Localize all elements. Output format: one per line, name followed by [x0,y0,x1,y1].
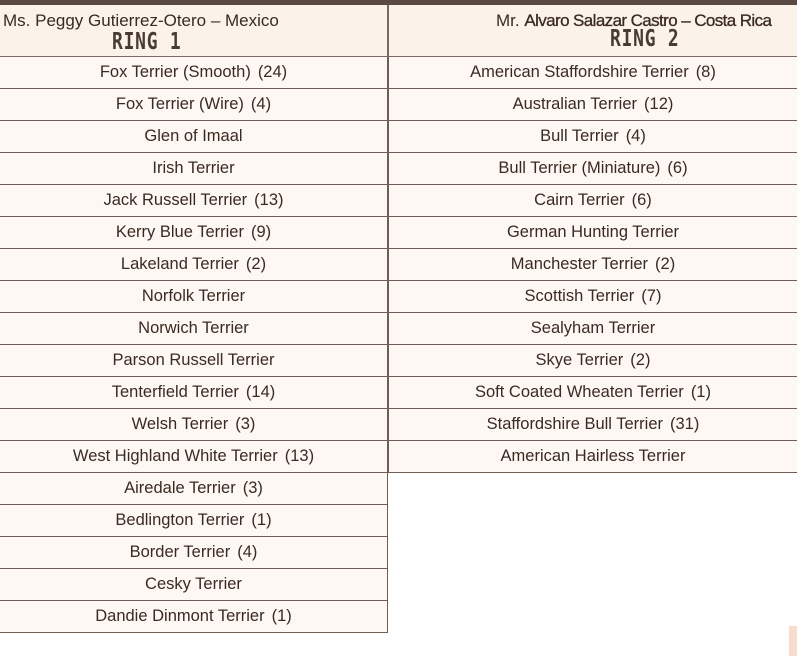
entry-count: (3) [242,479,263,497]
breed-row [0,537,388,569]
breed-name: Jack Russell Terrier [103,191,248,209]
breed-row [0,313,388,345]
entry-count: (24) [257,63,288,81]
entry-count: (3) [235,415,256,433]
ring-2-judge-prefix: Mr. [496,11,520,30]
breed-row [0,473,388,505]
breed-name: Bedlington Terrier [115,511,245,529]
breed-row [388,313,797,345]
entry-count: (2) [630,351,651,369]
breed-name: Tenterfield Terrier [111,383,239,401]
breed-name: Cairn Terrier [534,191,625,209]
breed-row [388,409,797,441]
entry-count: (1) [690,383,711,401]
entry-count: (4) [625,127,646,145]
breed-row [388,441,797,473]
breed-row [388,153,797,185]
breed-row [0,217,388,249]
breed-name: Australian Terrier [512,95,638,113]
breed-row [388,121,797,153]
entry-count: (31) [670,415,700,433]
breed-name: Fox Terrier (Wire) [115,95,244,113]
breed-name: Sealyham Terrier [530,319,656,337]
breed-name: Norfolk Terrier [141,287,246,305]
breed-row [0,185,388,217]
entry-count: (13) [254,191,284,209]
breed-name: Airedale Terrier [124,479,236,497]
entry-count: (9) [250,223,272,241]
breed-name: Scottish Terrier [524,287,635,305]
entry-count: (1) [251,511,272,529]
breed-row [388,249,797,281]
breed-name: Kerry Blue Terrier [115,223,244,241]
entry-count: (6) [631,191,652,209]
breed-row [388,185,797,217]
side-tab [789,626,797,656]
ring-2-header [388,5,797,57]
ring-2-column [388,5,797,473]
breed-row [0,281,388,313]
breed-row [0,249,388,281]
ring-1-header [0,5,388,57]
ring-1-title: RING 1 [112,29,182,55]
entry-count: (14) [245,383,276,401]
breed-row [388,345,797,377]
breed-name: American Staffordshire Terrier [470,63,689,81]
breed-name: Irish Terrier [152,159,235,177]
breed-row [388,89,797,121]
breed-name: Lakeland Terrier [120,255,239,273]
breed-name: Soft Coated Wheaten Terrier [475,383,684,401]
breed-row [0,409,388,441]
entry-count: (4) [237,543,258,561]
breed-row [0,89,388,121]
breed-name: Bull Terrier (Miniature) [498,159,661,177]
breed-row [0,57,388,89]
breed-row [0,505,388,537]
ring-1-breed-list [0,57,388,633]
entry-count: (1) [271,607,292,625]
breed-name: West Highland White Terrier [72,447,278,465]
breed-row [0,345,388,377]
entry-count: (2) [245,255,267,273]
breed-name: Parson Russell Terrier [112,351,275,369]
ring-1-column [0,5,388,633]
breed-row [0,601,388,633]
breed-row [388,217,797,249]
ring-2-title: RING 2 [610,26,680,52]
breed-row [0,377,388,409]
breed-name: Glen of Imaal [144,127,243,145]
ring-2-breed-list [388,57,797,473]
breed-row [388,281,797,313]
breed-row [0,569,388,601]
breed-name: Cesky Terrier [145,575,242,593]
breed-name: Skye Terrier [535,351,624,369]
ring-2-judge-name: Alvaro Salazar Castro – Costa Rica [524,11,772,30]
entry-count: (8) [695,63,716,81]
breed-name: Bull Terrier [540,127,619,145]
breed-name: Border Terrier [129,543,231,561]
breed-name: Fox Terrier (Smooth) [99,63,251,81]
breed-name: Staffordshire Bull Terrier [486,415,664,433]
ring-1-judge: Ms. Peggy Gutierrez-Otero – Mexico [3,11,279,30]
breed-name: Norwich Terrier [138,319,249,337]
breed-name: Dandie Dinmont Terrier [95,607,265,625]
breed-row [388,377,797,409]
breed-row [388,57,797,89]
breed-name: Welsh Terrier [131,415,229,433]
entry-count: (12) [644,95,674,113]
entry-count: (13) [284,447,315,465]
entry-count: (7) [641,287,662,305]
entry-count: (2) [655,255,676,273]
entry-count: (6) [667,159,688,177]
breed-row [0,153,388,185]
breed-name: American Hairless Terrier [500,447,686,465]
breed-row [0,121,388,153]
breed-name: German Hunting Terrier [506,223,680,241]
breed-name: Manchester Terrier [510,255,649,273]
entry-count: (4) [250,95,272,113]
breed-row [0,441,388,473]
